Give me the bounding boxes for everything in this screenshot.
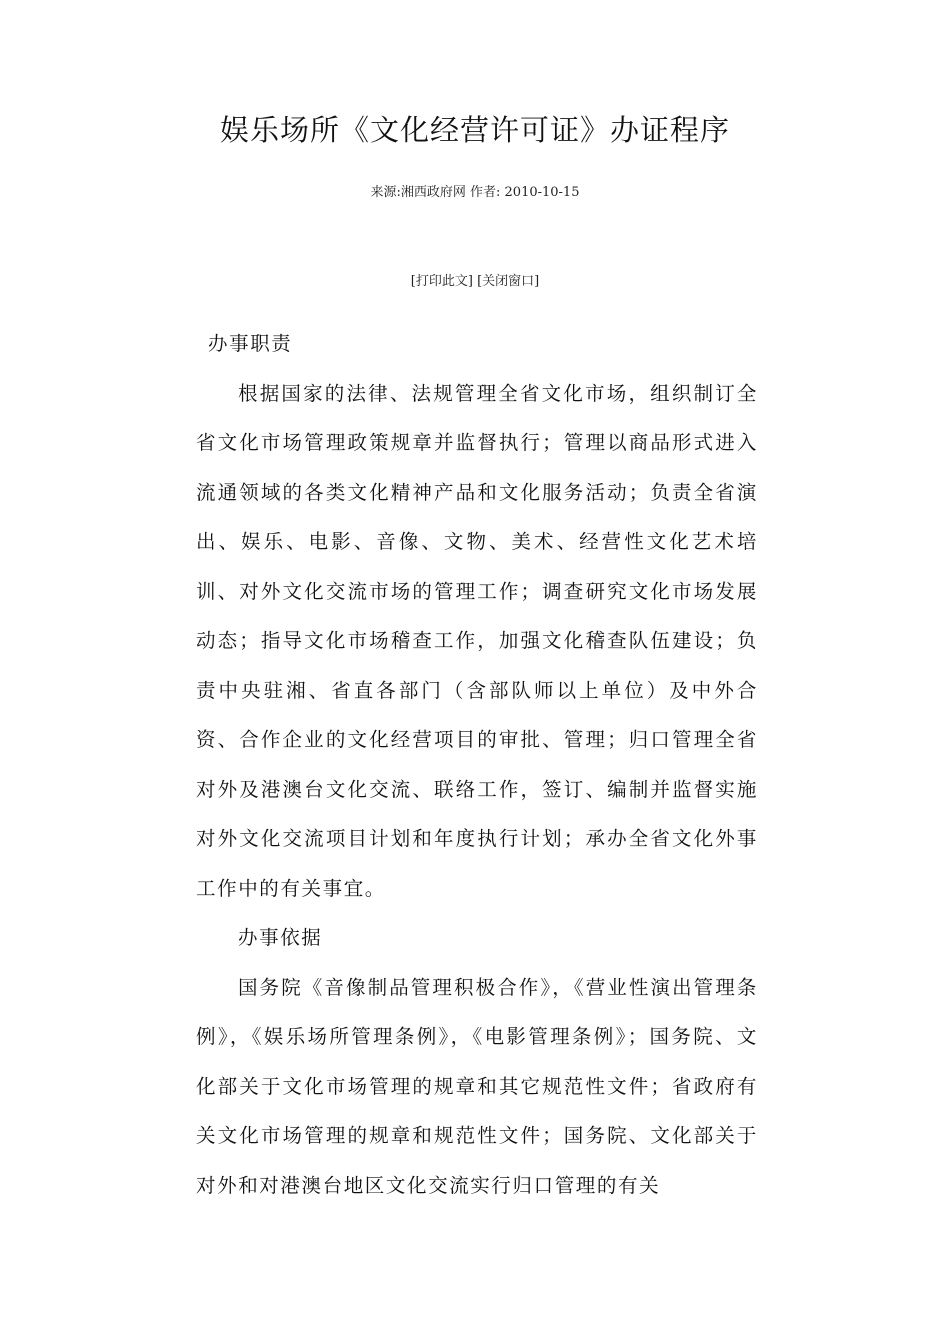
duties-paragraph: 根据国家的法律、法规管理全省文化市场，组织制订全省文化市场管理政策规章并监督执行；管理以商品形式进入流通领域的各类文化精神产品和文化服务活动；负责全省演出、娱乐、电影、音像、文物、美术、经营性文化艺术培训、对外文化交流市场的管理工作；调查研究文化市场发展动态；指导文化市场稽查工作，加强文化稽查队伍建设；负责中央驻湘、省直各部门（含部队师以上单位）及中外合资、合作企业的文化经营项目的审批、管理；归口管理全省对外及港澳台文化交流、联络工作，签订、编制并监督实施对外文化交流项目计划和年度执行计划；承办全省文化外事工作中的有关事宜。 <box>196 381 758 900</box>
source-meta: 来源:湘西政府网 作者: 2010-10-15 <box>370 185 580 200</box>
article-actions <box>0 270 950 289</box>
duties-heading: 办事职责 <box>208 332 293 355</box>
print-article-link[interactable]: [打印此文] <box>410 274 473 289</box>
article-body <box>196 319 758 1210</box>
page-title: 娱乐场所《文化经营许可证》办证程序 <box>219 113 730 147</box>
close-window-link[interactable]: [关闭窗口] <box>477 274 540 289</box>
basis-heading: 办事依据 <box>238 926 323 949</box>
basis-paragraph: 国务院《音像制品管理积极合作》，《营业性演出管理条例》，《娱乐场所管理条例》，《电影管理条例》；国务院、文化部关于文化市场管理的规章和其它规范性文件；省政府有关文化市场管理的规章和规范性文件；国务院、文化部关于对外和对港澳台地区文化交流实行归口管理的有关 <box>196 975 758 1197</box>
